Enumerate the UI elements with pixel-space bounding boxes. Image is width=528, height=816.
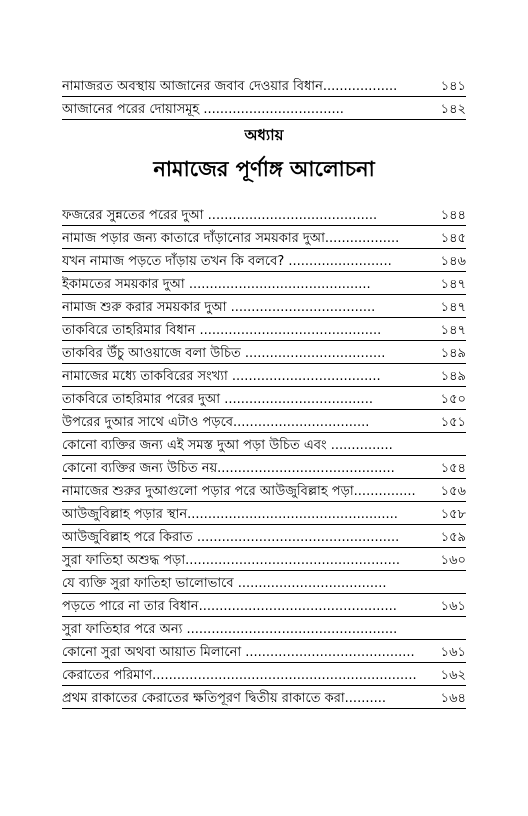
toc-entry <box>62 665 466 687</box>
leader-dots: .................................... <box>220 392 373 407</box>
leader-dots: ............................................ <box>184 277 371 292</box>
chapter-label: অধ্যায় <box>244 126 284 144</box>
toc-entry <box>62 504 466 526</box>
entry-page-number: ১৫৬ <box>440 484 466 499</box>
toc-entry <box>62 527 466 549</box>
entry-title: নামাজের শুরুর দুআগুলো পড়ার পরে আউজুবিল্লাহ পড়া <box>62 484 354 499</box>
entry-title: উপরের দুআর সাথে এটাও পড়বে <box>62 415 234 430</box>
leader-dots: .................. <box>324 231 400 246</box>
leader-dots: ................................................... <box>182 622 398 637</box>
toc-entry <box>62 435 466 457</box>
entry-title: তাকবিরে তাহরিমার পরের দুআ <box>62 392 221 407</box>
leader-dots: ................................................... <box>187 507 398 522</box>
entry-title: যে ব্যক্তি সুরা ফাতিহা ভালোভাবে <box>62 576 234 591</box>
entry-title: নামাজ পড়ার জন্য কাতারে দাঁড়ানোর সময়কার দুআ <box>62 231 325 246</box>
leader-dots: ................................. <box>233 415 370 430</box>
leader-dots: .................................. <box>240 346 386 361</box>
toc-entry <box>62 550 466 572</box>
leader-dots: ............... <box>353 484 416 499</box>
entry-page-number: ১৪৪ <box>440 208 466 223</box>
entry-page-number: ১৪৫ <box>440 231 466 246</box>
leader-dots: ................................................................ <box>152 668 417 683</box>
leader-dots: ................................... <box>226 300 376 315</box>
entry-title: কোনো সুরা অথবা আয়াত মিলানো <box>62 645 242 660</box>
leader-dots: ......................................... <box>203 208 378 223</box>
entry-title: কোনো ব্যক্তির জন্য এই সমস্ত দুআ পড়া উচিত এবং <box>62 438 327 453</box>
entry-page-number: ১৪৯ <box>440 369 466 384</box>
leader-dots: ........................................... <box>217 461 395 476</box>
toc-entry <box>62 343 466 365</box>
entry-page-number: ১৪১ <box>440 79 466 94</box>
entry-page-number: ১৪৬ <box>440 254 466 269</box>
entry-page-number: ১৫৯ <box>440 530 466 545</box>
leader-dots: ......................................... <box>241 645 415 660</box>
entry-page-number: ১৬৪ <box>440 691 466 706</box>
entry-page-number: ১৪৭ <box>440 300 466 315</box>
entry-title: তাকবিরে তাহরিমার বিধান <box>62 323 196 338</box>
entry-page-number: ১৪৯ <box>440 346 466 361</box>
leader-dots: ................................................. <box>192 530 400 545</box>
entry-title: নামাজ শুরু করার সময়কার দুআ <box>62 300 227 315</box>
entry-title: নামাজরত অবস্থায় আজানের জবাব দেওয়ার বিধান <box>62 79 323 94</box>
toc-entry <box>62 573 466 595</box>
toc-entry <box>62 596 466 618</box>
entry-page-number: ১৫৮ <box>440 507 466 522</box>
toc-entry <box>62 642 466 664</box>
entry-page-number: ১৪৭ <box>440 323 466 338</box>
entry-title: আউজুবিল্লাহ পরে কিরাত <box>62 530 193 545</box>
leader-dots: .................................... <box>233 576 387 591</box>
leader-dots: .......... <box>344 691 386 706</box>
entry-title: আজানের পরের দোয়াসমূহ <box>62 102 200 117</box>
leader-dots: ............................................ <box>195 323 382 338</box>
toc-entry <box>62 320 466 342</box>
leader-dots: .................................. <box>199 102 344 117</box>
toc-entry <box>62 274 466 296</box>
entry-page-number: ১৫১ <box>440 415 466 430</box>
entry-title: নামাজের মধ্যে তাকবিরের সংখ্যা <box>62 369 228 384</box>
leader-dots: .................................... <box>227 369 381 384</box>
entry-title: যখন নামাজ পড়তে দাঁড়ায় তখন কি বলবে? <box>62 254 285 269</box>
entry-title: কোনো ব্যক্তির জন্য উচিত নয় <box>62 461 218 476</box>
toc-entry <box>62 99 466 121</box>
entry-title: ফজরের সুন্নতের পরের দুআ <box>62 208 204 223</box>
entry-title: তাকবির উঁচু আওয়াজে বলা উচিত <box>62 346 241 361</box>
entry-title: সুরা ফাতিহার পরে অন্য <box>62 622 183 637</box>
leader-dots: .................. <box>322 79 398 94</box>
leader-dots: ............... <box>326 438 393 453</box>
toc-entry <box>62 412 466 434</box>
toc-entry <box>62 458 466 480</box>
entry-title: সুরা ফাতিহা অশুদ্ধ পড়া <box>62 553 186 568</box>
entry-title: প্রথম রাকাতের কেরাতের ক্ষতিপূরণ দ্বিতীয় রাকাতে করা <box>62 691 345 706</box>
leader-dots: .................................................... <box>185 553 400 568</box>
entry-page-number: ১৪৭ <box>440 277 466 292</box>
toc-entry <box>62 205 466 227</box>
entry-page-number: ১৫০ <box>440 392 466 407</box>
entry-page-number: ১৫৪ <box>440 461 466 476</box>
toc-entry <box>62 251 466 273</box>
toc-entry <box>62 297 466 319</box>
entry-title: কেরাতের পরিমাণ <box>62 668 153 683</box>
entry-page-number: ১৬০ <box>440 553 466 568</box>
chapter-title: নামাজের পূর্ণাঙ্গ আলোচনা <box>153 157 375 181</box>
entry-title: আউজুবিল্লাহ পড়ার স্থান <box>62 507 188 522</box>
entry-page-number: ১৪২ <box>440 102 466 117</box>
toc-entry <box>62 389 466 411</box>
toc-entry <box>62 688 466 710</box>
toc-entry <box>62 619 466 641</box>
entry-title: পড়তে পারে না তার বিধান <box>62 599 199 614</box>
leader-dots: ......................... <box>284 254 392 269</box>
toc-entry <box>62 481 466 503</box>
entry-page-number: ১৬২ <box>440 668 466 683</box>
entry-page-number: ১৬১ <box>440 599 466 614</box>
toc-entry <box>62 366 466 388</box>
toc-entry <box>62 76 466 98</box>
entry-page-number: ১৬১ <box>440 645 466 660</box>
entry-title: ইকামতের সময়কার দুআ <box>62 277 185 292</box>
toc-entry <box>62 228 466 250</box>
leader-dots: ................................................ <box>198 599 397 614</box>
